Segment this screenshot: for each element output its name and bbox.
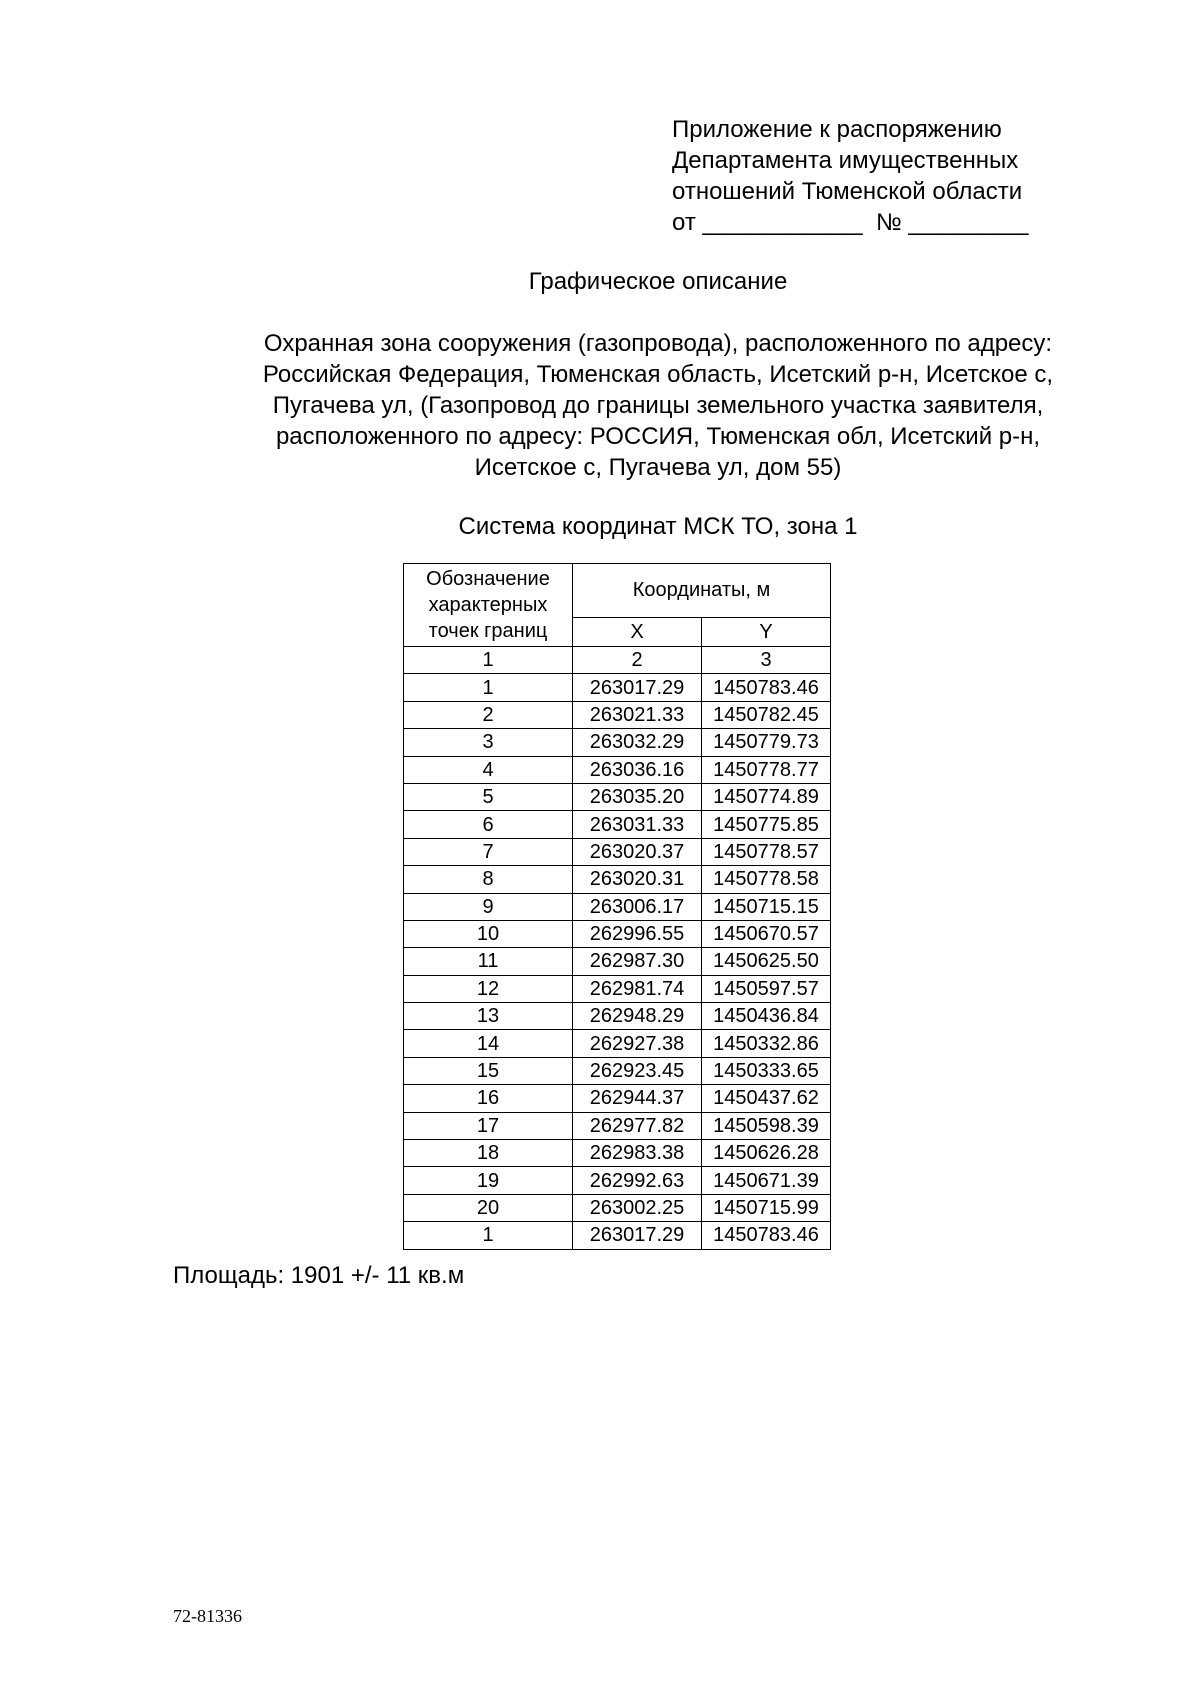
y-cell: 1450332.86 [702, 1030, 831, 1057]
table-row [404, 975, 831, 1002]
point-cell: 16 [404, 1085, 573, 1112]
y-cell: 1450437.62 [702, 1085, 831, 1112]
x-cell: 262948.29 [573, 1003, 702, 1030]
point-cell: 5 [404, 783, 573, 810]
table-row [404, 1057, 831, 1084]
x-cell: 263017.29 [573, 674, 702, 701]
y-cell: 1450779.73 [702, 729, 831, 756]
table-row [404, 838, 831, 865]
coordinate-system-label: Система координат МСК ТО, зона 1 [458, 513, 858, 540]
annex-line: Департамента имущественных [672, 147, 1019, 174]
annex-line: отношений Тюменской области [672, 178, 1023, 205]
y-cell: 1450333.65 [702, 1057, 831, 1084]
table-row [404, 893, 831, 920]
x-cell: 263036.16 [573, 756, 702, 783]
x-cell: 262977.82 [573, 1112, 702, 1139]
table-row [404, 811, 831, 838]
y-cell: 1450778.77 [702, 756, 831, 783]
table-row [404, 1140, 831, 1167]
point-cell: 17 [404, 1112, 573, 1139]
x-cell: 263020.37 [573, 838, 702, 865]
document-number: 72-81336 [173, 1606, 242, 1626]
table-row [404, 701, 831, 728]
y-cell: 1450782.45 [702, 701, 831, 728]
y-cell: 1450436.84 [702, 1003, 831, 1030]
description-line: Российская Федерация, Тюменская область, Исетский р-н, Исетское с, [262, 361, 1054, 388]
x-cell: 263020.31 [573, 866, 702, 893]
x-cell: 262923.45 [573, 1057, 702, 1084]
point-cell: 8 [404, 866, 573, 893]
area-label: Площадь: 1901 +/- 11 кв.м [173, 1262, 465, 1289]
y-cell: 1450597.57 [702, 975, 831, 1002]
y-cell: 1450671.39 [702, 1167, 831, 1194]
x-cell: 262992.63 [573, 1167, 702, 1194]
point-cell: 13 [404, 1003, 573, 1030]
point-cell: 9 [404, 893, 573, 920]
y-cell: 1450598.39 [702, 1112, 831, 1139]
x-cell: 263021.33 [573, 701, 702, 728]
x-cell: 262983.38 [573, 1140, 702, 1167]
y-cell: 1450775.85 [702, 811, 831, 838]
table-body [404, 674, 831, 1249]
x-cell: 262996.55 [573, 920, 702, 947]
y-cell: 1450778.58 [702, 866, 831, 893]
y-cell: 1450670.57 [702, 920, 831, 947]
point-cell: 11 [404, 948, 573, 975]
y-cell: 1450783.46 [702, 1222, 831, 1249]
table-row [404, 1112, 831, 1139]
coordinates-table [403, 563, 831, 1250]
point-cell: 14 [404, 1030, 573, 1057]
table-row [404, 1194, 831, 1221]
table-row [404, 1003, 831, 1030]
point-cell: 7 [404, 838, 573, 865]
annex-line: Приложение к распоряжению [672, 116, 1002, 143]
table-row [404, 756, 831, 783]
point-cell: 15 [404, 1057, 573, 1084]
point-cell: 10 [404, 920, 573, 947]
x-cell: 262981.74 [573, 975, 702, 1002]
header-point: Обозначение характерных точек границ [404, 564, 573, 647]
table-row [404, 1085, 831, 1112]
header-x: X [573, 617, 702, 646]
x-cell: 263002.25 [573, 1194, 702, 1221]
description-line: Пугачева ул, (Газопровод до границы земельного участка заявителя, [272, 392, 1044, 419]
table-row [404, 783, 831, 810]
description-line: расположенного по адресу: РОССИЯ, Тюменская обл, Исетский р-н, [275, 423, 1041, 450]
header-coordinates: Координаты, м [573, 564, 831, 618]
annex-header [672, 114, 1029, 238]
x-cell: 263032.29 [573, 729, 702, 756]
y-cell: 1450778.57 [702, 838, 831, 865]
table-row [404, 866, 831, 893]
x-cell: 262927.38 [573, 1030, 702, 1057]
annex-line: от ____________ № _________ [672, 209, 1029, 236]
x-cell: 263031.33 [573, 811, 702, 838]
x-cell: 262987.30 [573, 948, 702, 975]
table-row [404, 1167, 831, 1194]
point-cell: 20 [404, 1194, 573, 1221]
x-cell: 263035.20 [573, 783, 702, 810]
table-row [404, 1222, 831, 1249]
y-cell: 1450783.46 [702, 674, 831, 701]
point-cell: 1 [404, 1222, 573, 1249]
table-row [404, 948, 831, 975]
y-cell: 1450715.15 [702, 893, 831, 920]
table-row [404, 729, 831, 756]
column-number: 3 [702, 647, 831, 674]
x-cell: 263017.29 [573, 1222, 702, 1249]
document-title: Графическое описание [528, 268, 788, 295]
description-line: Охранная зона сооружения (газопровода), расположенного по адресу: [263, 330, 1053, 357]
y-cell: 1450626.28 [702, 1140, 831, 1167]
point-cell: 19 [404, 1167, 573, 1194]
point-cell: 12 [404, 975, 573, 1002]
y-cell: 1450715.99 [702, 1194, 831, 1221]
table-row [404, 674, 831, 701]
column-number: 2 [573, 647, 702, 674]
point-cell: 18 [404, 1140, 573, 1167]
zone-description [200, 328, 1116, 483]
description-line: Исетское с, Пугачева ул, дом 55) [474, 454, 842, 481]
point-cell: 1 [404, 674, 573, 701]
point-cell: 6 [404, 811, 573, 838]
table-row [404, 920, 831, 947]
y-cell: 1450625.50 [702, 948, 831, 975]
table-row [404, 1030, 831, 1057]
point-cell: 3 [404, 729, 573, 756]
header-y: Y [702, 617, 831, 646]
x-cell: 262944.37 [573, 1085, 702, 1112]
point-cell: 4 [404, 756, 573, 783]
point-cell: 2 [404, 701, 573, 728]
y-cell: 1450774.89 [702, 783, 831, 810]
column-number: 1 [404, 647, 573, 674]
x-cell: 263006.17 [573, 893, 702, 920]
